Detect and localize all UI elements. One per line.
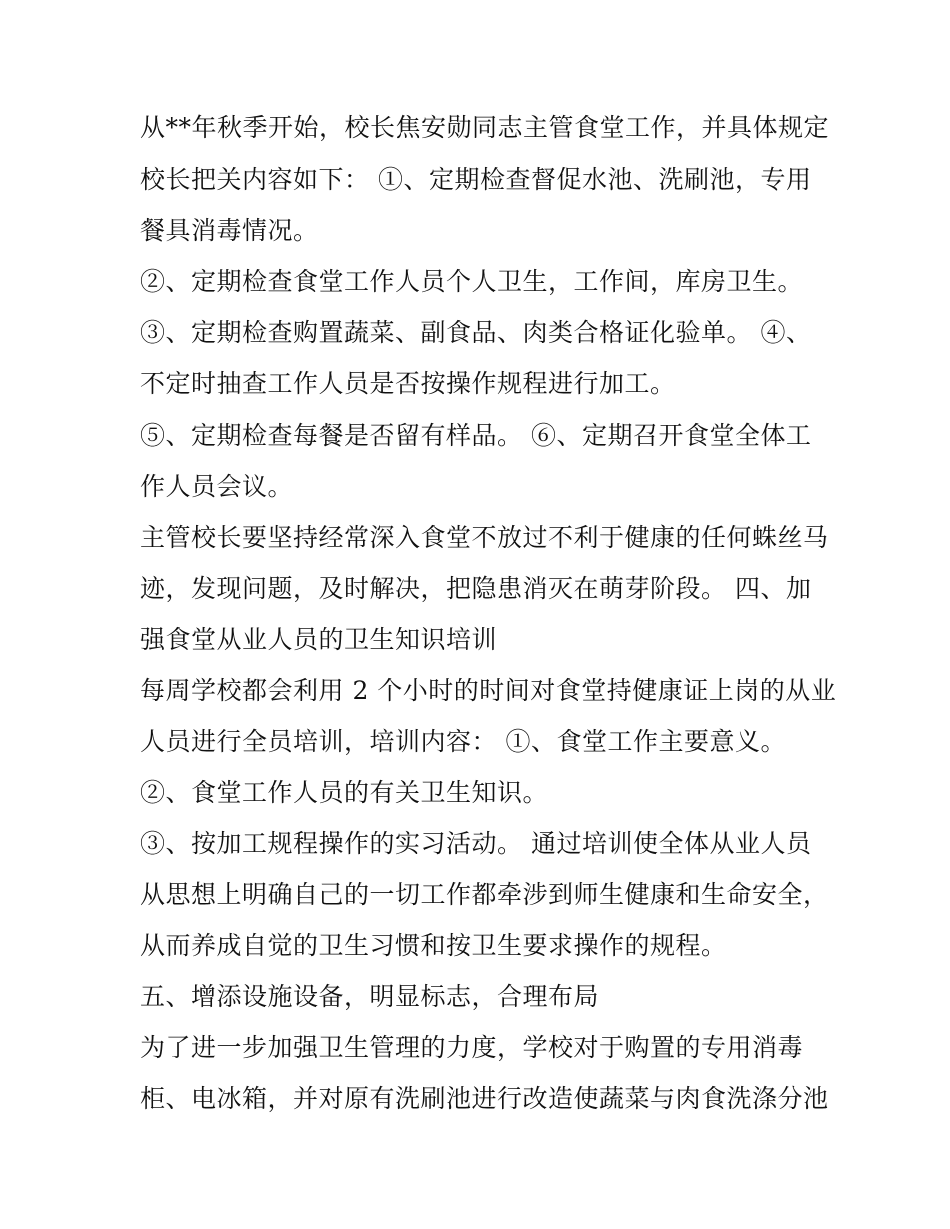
text-line: 餐具消毒情况。 xyxy=(140,216,319,245)
section-heading: 五、增添设施设备，明显标志，合理布局 xyxy=(140,982,600,1011)
text-line: 校长把关内容如下： ①、定期检查督促水池、洗刷池，专用 xyxy=(140,165,812,194)
text-line: 从思想上明确自己的一切工作都牵涉到师生健康和生命安全， xyxy=(140,880,829,909)
text-line: 柜、电冰箱，并对原有洗刷池进行改造使蔬菜与肉食洗涤分池 xyxy=(140,1084,829,1113)
text-line: 从**年秋季开始，校长焦安勋同志主管食堂工作，并具体规定 xyxy=(140,113,830,142)
text-line: ⑤、定期检查每餐是否留有样品。 ⑥、定期召开食堂全体工 xyxy=(140,421,812,450)
text-line: ③、按加工规程操作的实习活动。 通过培训使全体从业人员 xyxy=(140,829,812,858)
text-line: ②、定期检查食堂工作人员个人卫生，工作间，库房卫生。 xyxy=(140,267,804,296)
text-line: 迹，发现问题，及时解决，把隐患消灭在萌芽阶段。 四、加 xyxy=(140,574,812,603)
text-line: 不定时抽查工作人员是否按操作规程进行加工。 xyxy=(140,369,676,398)
text-line: 主管校长要坚持经常深入食堂不放过不利于健康的任何蛛丝马 xyxy=(140,523,829,552)
text-line: ②、食堂工作人员的有关卫生知识。 xyxy=(140,778,549,807)
text-line: ③、定期检查购置蔬菜、副食品、肉类合格证化验单。 ④、 xyxy=(140,318,812,347)
section-heading: 强食堂从业人员的卫生知识培训 xyxy=(140,625,498,654)
text-line: 从而养成自觉的卫生习惯和按卫生要求操作的规程。 xyxy=(140,931,727,960)
text-line: 作人员会议。 xyxy=(140,472,294,501)
text-line: 为了进一步加强卫生管理的力度，学校对于购置的专用消毒 xyxy=(140,1033,804,1062)
text-line: 人员进行全员培训，培训内容： ①、食堂工作主要意义。 xyxy=(140,727,786,756)
text-line: 每周学校都会利用 2 个小时的时间对食堂持健康证上岗的从业 xyxy=(140,676,837,705)
